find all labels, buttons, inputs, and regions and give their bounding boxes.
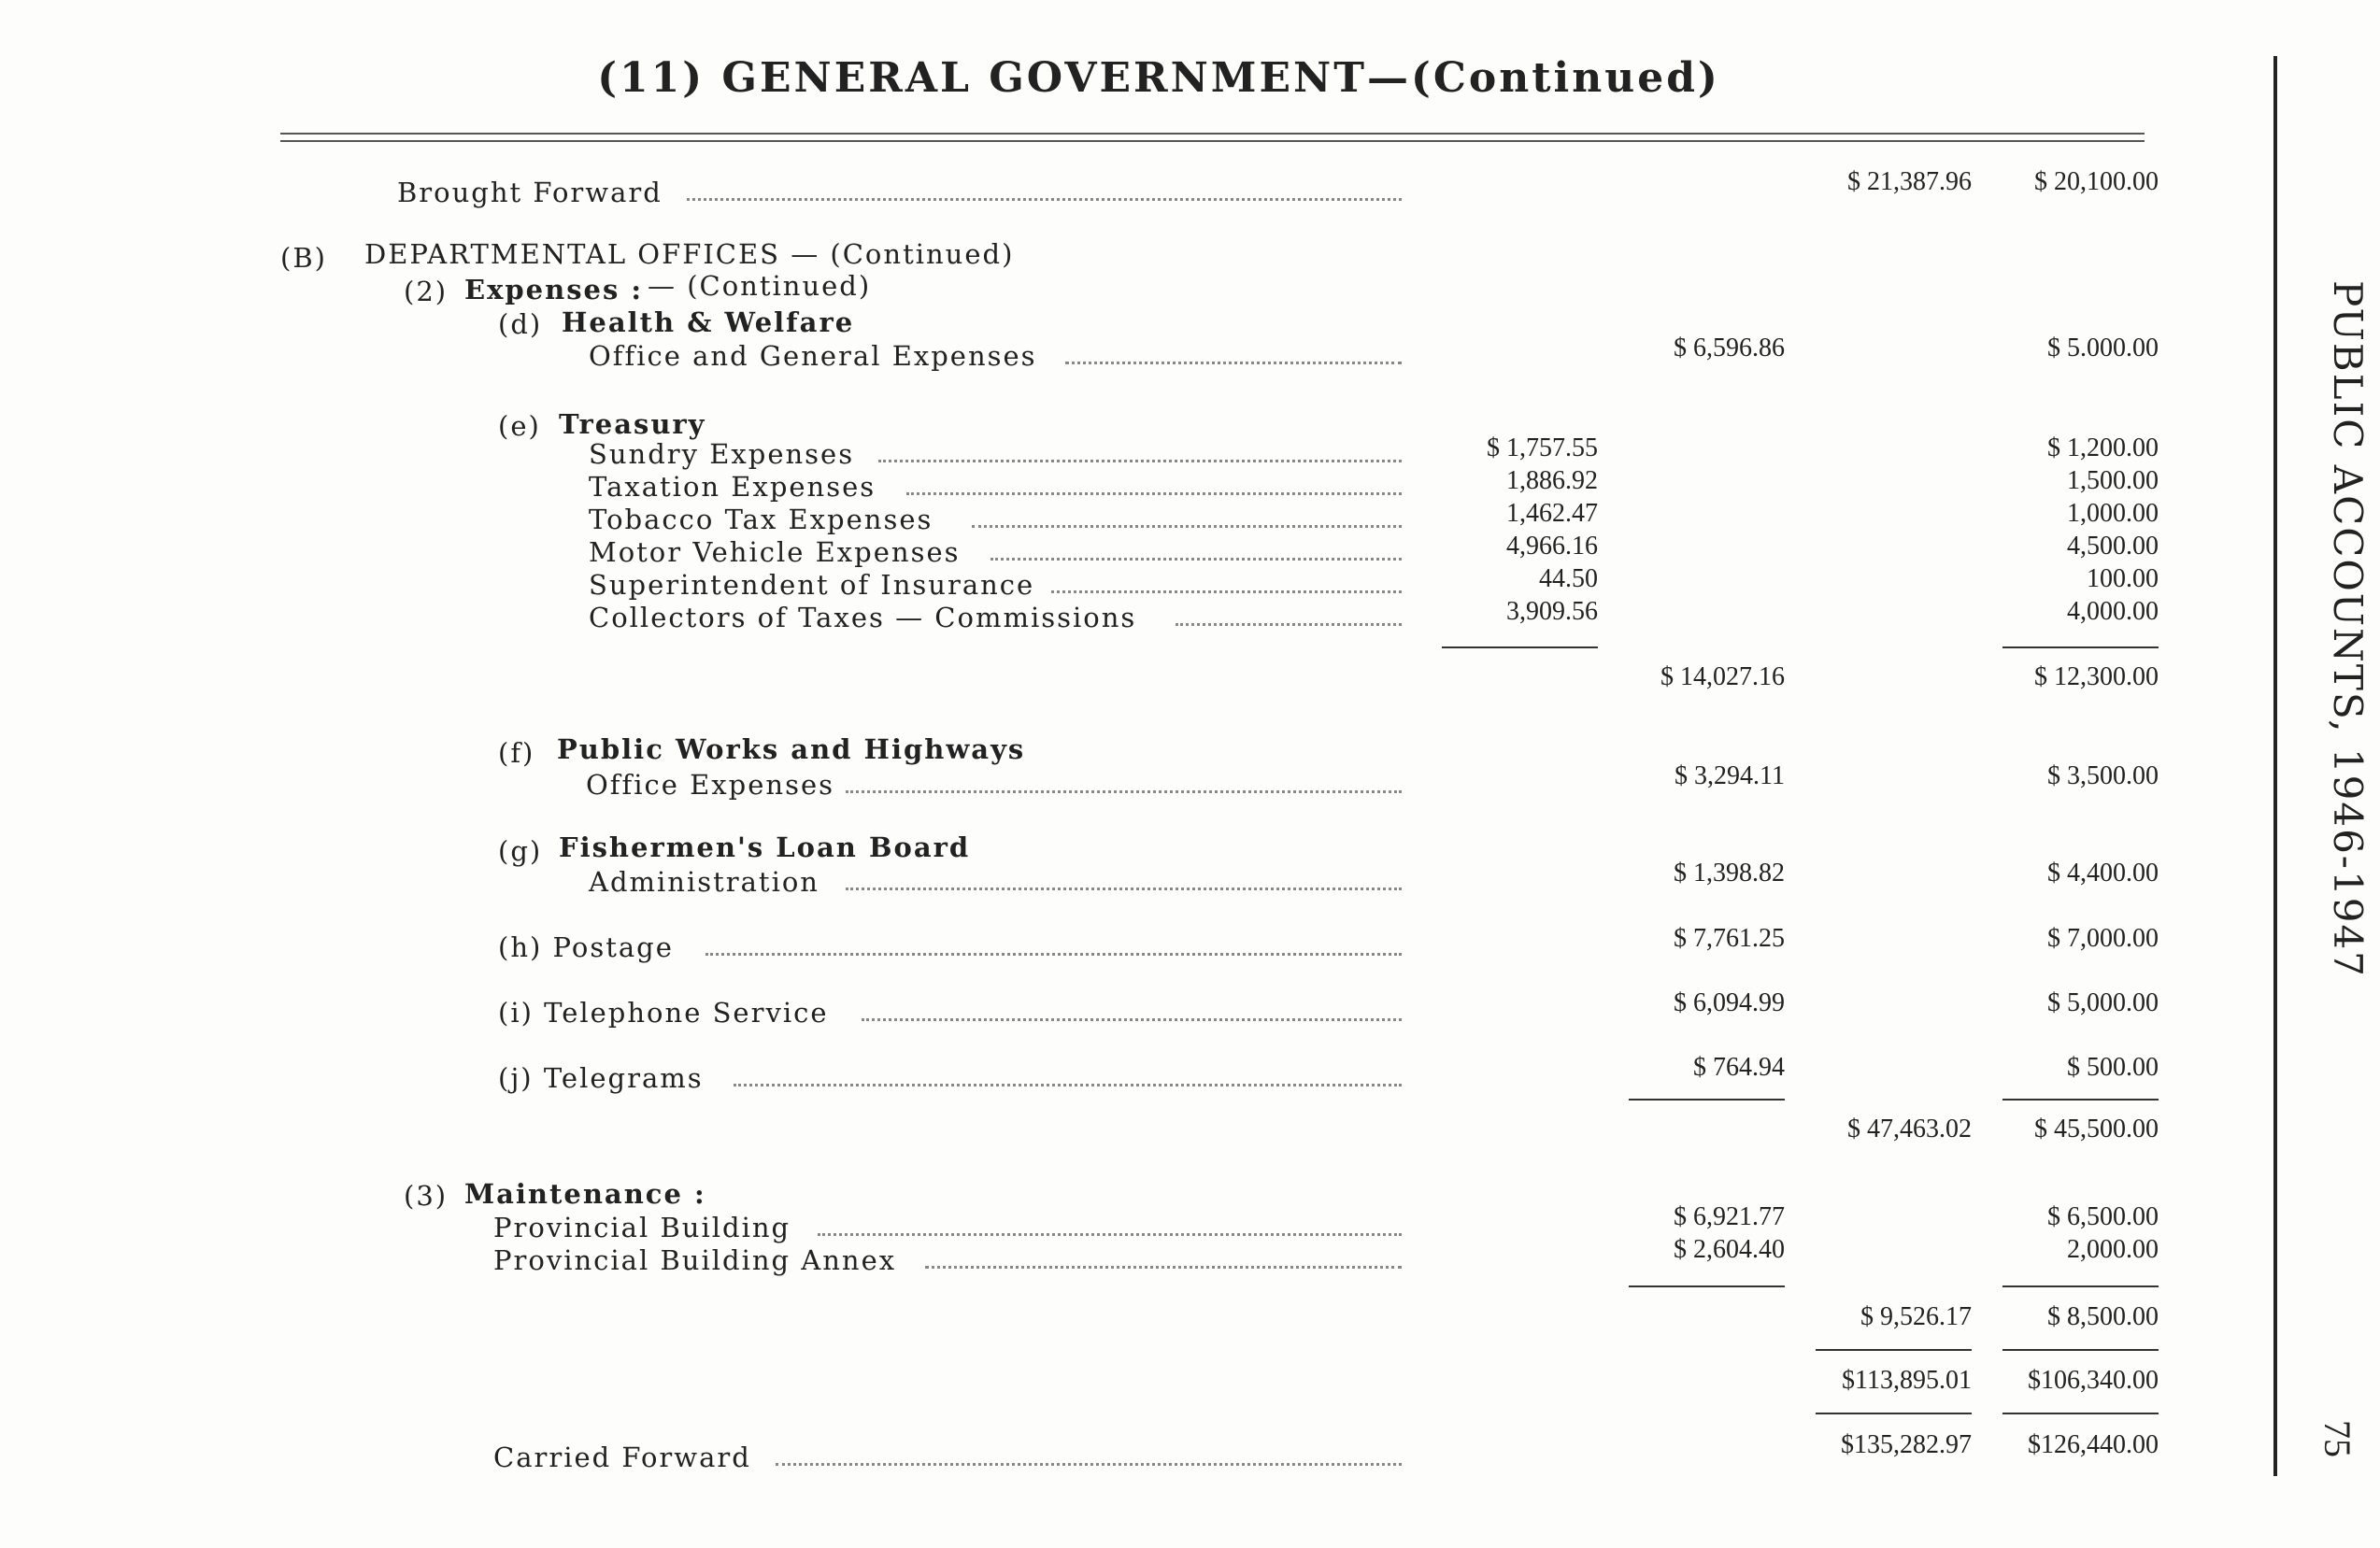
section-b-title: DEPARTMENTAL OFFICES — (Continued) (364, 238, 1015, 270)
treasury-item-col1: 4,966.16 (1506, 532, 1598, 561)
treasury-item-col4: 4,500.00 (2067, 532, 2159, 561)
leader-dots (1065, 362, 1402, 364)
leader-dots (906, 492, 1402, 495)
treasury-item-label: Tobacco Tax Expenses (589, 504, 933, 535)
leader-dots (925, 1266, 1402, 1269)
expenses-subtotal-rule (1629, 1099, 1785, 1101)
telephone-label: (i) Telephone Service (498, 997, 829, 1029)
leader-dots (776, 1463, 1402, 1466)
carried-forward-col3: $135,282.97 (1841, 1430, 1972, 1459)
maintenance-title: Maintenance : (464, 1178, 706, 1210)
treasury-item-label: Motor Vehicle Expenses (589, 536, 961, 568)
margin-rule (2273, 56, 2277, 1476)
treasury-item-label: Sundry Expenses (589, 438, 855, 470)
treasury-item-col4: 4,000.00 (2067, 597, 2159, 626)
treasury-letter: (e) (498, 410, 541, 442)
health-letter: (d) (498, 308, 543, 340)
treasury-item-label: Collectors of Taxes — Commissions (589, 602, 1137, 633)
maintenance-total-col3: $ 9,526.17 (1860, 1302, 1972, 1331)
leader-dots (1051, 590, 1402, 593)
public-works-title: Public Works and Highways (557, 733, 1026, 765)
treasury-item-col1: $ 1,757.55 (1487, 433, 1598, 462)
treasury-item-col4: 100.00 (2087, 564, 2159, 593)
expenses-total-col4: $ 45,500.00 (2034, 1115, 2159, 1143)
expenses-title: Expenses : (464, 274, 644, 305)
telegrams-label: (j) Telegrams (498, 1062, 704, 1094)
maintenance-item-col4: 2,000.00 (2067, 1235, 2159, 1264)
leader-dots (818, 1233, 1402, 1236)
maintenance-item-col2: $ 2,604.40 (1674, 1235, 1785, 1264)
leader-dots (734, 1084, 1402, 1086)
leader-dots (862, 1018, 1402, 1021)
treasury-item-col1: 1,886.92 (1506, 466, 1598, 495)
maintenance-item-label: Provincial Building Annex (493, 1244, 897, 1276)
fishermen-item-label: Administration (589, 866, 819, 898)
grand-total-col4: $106,340.00 (2028, 1366, 2159, 1395)
expenses-total-col3: $ 47,463.02 (1847, 1115, 1972, 1143)
treasury-title: Treasury (559, 408, 706, 440)
treasury-item-col1: 3,909.56 (1506, 597, 1598, 626)
leader-dots (878, 460, 1402, 462)
health-item-label: Office and General Expenses (589, 340, 1037, 372)
treasury-item-col1: 1,462.47 (1506, 499, 1598, 528)
fishermen-letter: (g) (498, 835, 543, 867)
leader-dots (705, 953, 1402, 956)
page-number: 75 (2316, 1420, 2359, 1457)
header-rule-bottom (280, 140, 2145, 142)
expenses-continued: — (Continued) (648, 270, 872, 302)
postage-col2: $ 7,761.25 (1674, 924, 1785, 953)
treasury-subtotal-rule-col4 (2002, 646, 2159, 648)
header-rule-top (280, 133, 2145, 135)
carried-forward-rule-col3 (1816, 1413, 1972, 1414)
expenses-subtotal-rule-col4 (2002, 1099, 2159, 1101)
brought-forward-label: Brought Forward (397, 177, 663, 208)
maintenance-subtotal-rule-col4 (2002, 1285, 2159, 1287)
public-works-col4: $ 3,500.00 (2047, 761, 2159, 790)
treasury-subtotal-rule (1442, 646, 1598, 648)
treasury-item-col4: $ 1,200.00 (2047, 433, 2159, 462)
telegrams-col4: $ 500.00 (2067, 1053, 2159, 1082)
grand-total-rule-col3 (1816, 1349, 1972, 1351)
treasury-total-col4: $ 12,300.00 (2034, 662, 2159, 691)
public-works-col2: $ 3,294.11 (1675, 761, 1785, 790)
maintenance-item-col4: $ 6,500.00 (2047, 1202, 2159, 1231)
health-title: Health & Welfare (562, 306, 855, 338)
telephone-col4: $ 5,000.00 (2047, 988, 2159, 1017)
brought-forward-col3: $ 21,387.96 (1847, 167, 1972, 196)
maintenance-total-col4: $ 8,500.00 (2047, 1302, 2159, 1331)
treasury-total-col2: $ 14,027.16 (1660, 662, 1785, 691)
carried-forward-col4: $126,440.00 (2028, 1430, 2159, 1459)
treasury-item-col1: 44.50 (1539, 564, 1598, 593)
side-running-title: PUBLIC ACCOUNTS, 1946-1947 (2325, 280, 2371, 978)
grand-total-col3: $113,895.01 (1842, 1366, 1972, 1395)
leader-dots (687, 198, 1402, 201)
fishermen-title: Fishermen's Loan Board (559, 831, 971, 863)
telephone-col2: $ 6,094.99 (1674, 988, 1785, 1017)
fishermen-col2: $ 1,398.82 (1674, 859, 1785, 888)
maintenance-item-label: Provincial Building (493, 1212, 791, 1243)
page-title: (11) GENERAL GOVERNMENT—(Continued) (597, 54, 1720, 102)
public-works-letter: (f) (498, 737, 535, 769)
maintenance-number: (3) (404, 1180, 449, 1212)
treasury-item-col4: 1,500.00 (2067, 466, 2159, 495)
grand-total-rule-col4 (2002, 1349, 2159, 1351)
leader-dots (990, 558, 1402, 561)
treasury-item-label: Taxation Expenses (589, 471, 876, 503)
postage-label: (h) Postage (498, 931, 674, 963)
carried-forward-label: Carried Forward (493, 1441, 751, 1473)
telegrams-col2: $ 764.94 (1693, 1053, 1785, 1082)
fishermen-col4: $ 4,400.00 (2047, 859, 2159, 888)
section-b-label: (B) (280, 242, 327, 274)
leader-dots (846, 790, 1402, 793)
leader-dots (972, 525, 1402, 528)
health-col2: $ 6,596.86 (1674, 334, 1785, 362)
brought-forward-col4: $ 20,100.00 (2034, 167, 2159, 196)
treasury-item-label: Superintendent of Insurance (589, 569, 1035, 601)
leader-dots (1176, 623, 1402, 626)
leader-dots (846, 888, 1402, 890)
expenses-number: (2) (404, 276, 449, 307)
health-col4: $ 5.000.00 (2047, 334, 2159, 362)
public-works-item-label: Office Expenses (586, 769, 834, 801)
maintenance-item-col2: $ 6,921.77 (1674, 1202, 1785, 1231)
treasury-item-col4: 1,000.00 (2067, 499, 2159, 528)
maintenance-subtotal-rule (1629, 1285, 1785, 1287)
carried-forward-rule-col4 (2002, 1413, 2159, 1414)
postage-col4: $ 7,000.00 (2047, 924, 2159, 953)
